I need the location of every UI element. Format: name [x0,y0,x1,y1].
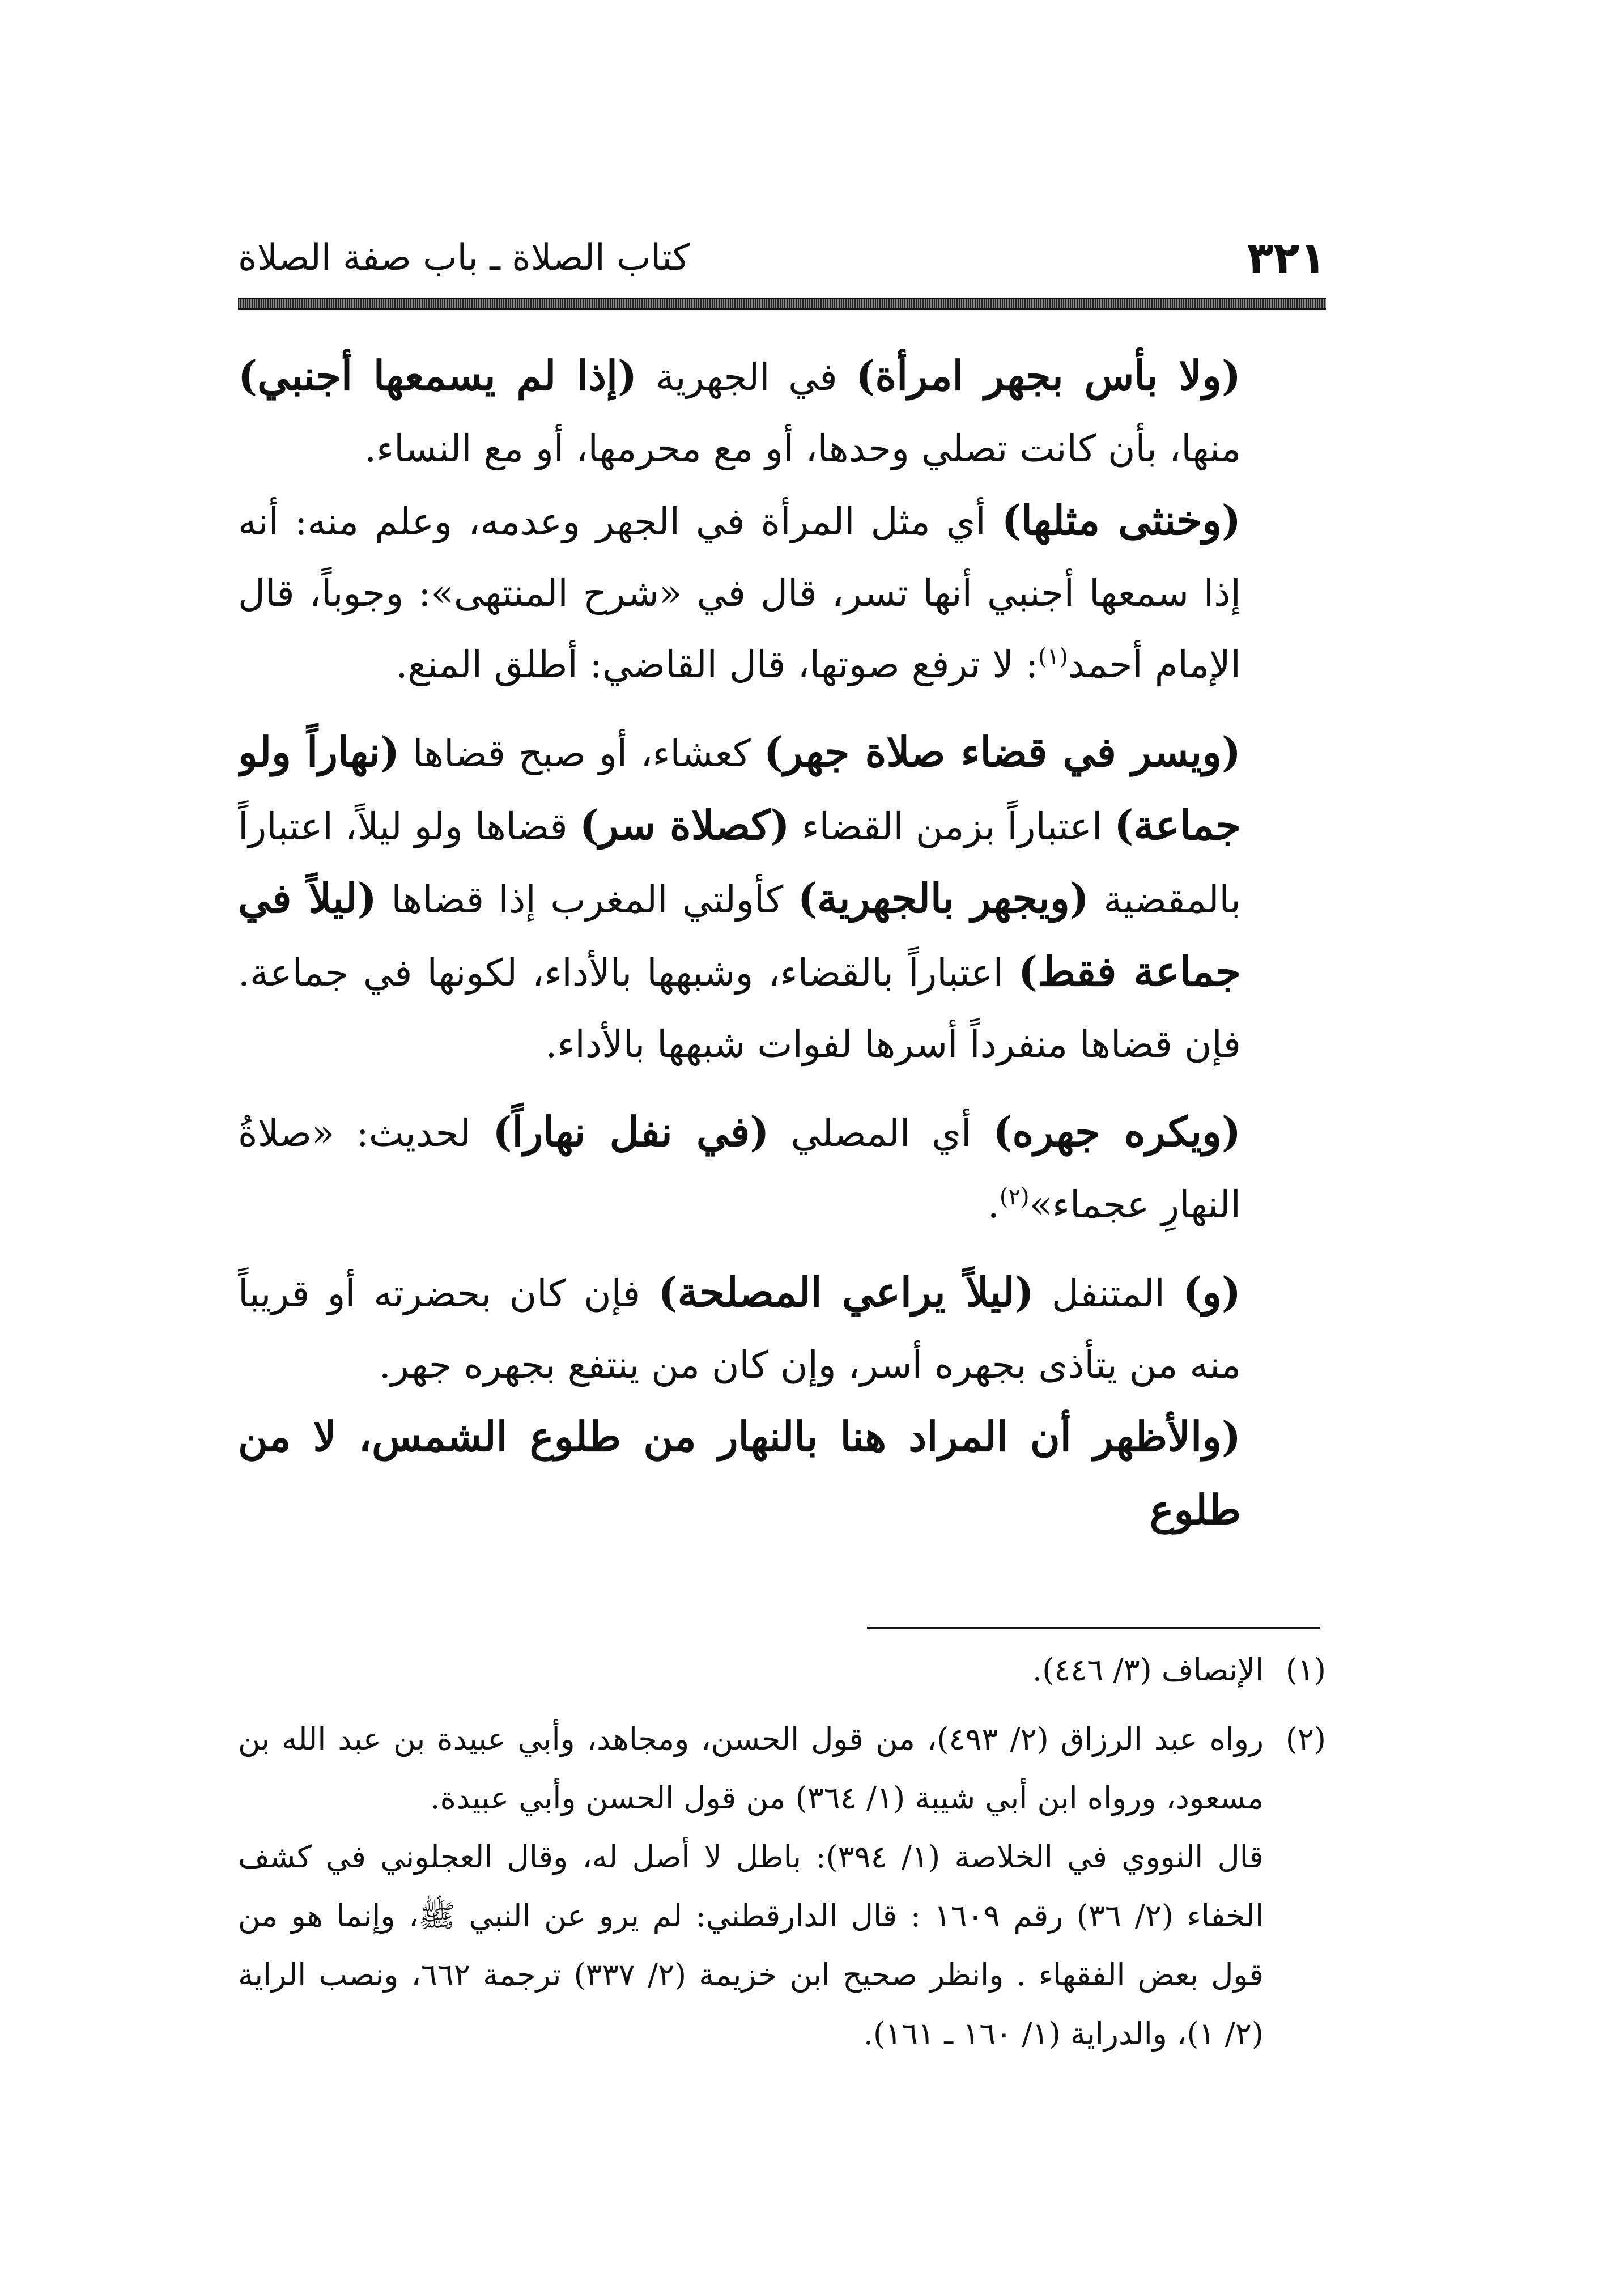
matn-text: (في نفل نهاراً) [492,1107,770,1156]
sharh-text: كأولتي المغرب إذا قضاها [376,878,798,922]
footnote-ref[interactable]: (٢) [999,1184,1030,1210]
sharh-text: . [987,1183,1000,1226]
matn-text: (و) [1183,1268,1241,1316]
paragraph-gap [238,700,1326,716]
matn-text: (إذا لم يسمعها أجنبي) [238,351,637,400]
matn-text: (ليلاً في جماعة فقط) [238,874,1241,995]
sharh-text: في الجهرية [637,355,856,399]
matn-text: (كصلاة سر) [579,801,790,849]
sharh-text: المتنفل [1034,1272,1183,1315]
footnote-line: الإنصاف (٣/ ٤٤٦). [1032,1652,1264,1688]
matn-text: (نهاراً ولو جماعة) [238,728,1241,849]
footnote-gap [238,1700,1326,1710]
footnote-number: (٢) [1285,1721,1326,1757]
sharh-text: : لا ترفع صوتها، قال القاضي: أطلق المنع. [396,643,1039,686]
paragraph-3 [238,716,1326,1080]
footnote-number: (١) [1285,1652,1326,1688]
main-text [238,340,1326,1581]
matn-text: (والأظهر أن المراد هنا بالنهار من طلوع الشمس، لا من طلوع [238,1412,1241,1534]
sharh-text: قضاها ولو ليلاً، اعتباراً بالمقضية [238,805,1242,922]
sharh-text: اعتباراً بزمن القضاء [789,805,1115,848]
paragraph-gap [238,1241,1326,1256]
paragraph-4 [238,1096,1326,1241]
footnote-divider [867,1627,1320,1629]
matn-text: (ولا بأس بجهر امرأة) [856,351,1241,400]
paragraph-5 [238,1256,1326,1401]
footnote-text [238,1710,1264,2063]
header-divider [238,298,1326,310]
matn-text: (ويكره جهره) [993,1107,1241,1156]
sharh-text: اعتباراً بالقضاء، وشبهها بالأداء، لكونها في جماعة. فإن قضاها منفرداً أسرها لفوات شبهها بالأداء. [238,951,1241,1066]
footnote-line: رواه عبد الرزاق (٢/ ٤٩٣)، من قول الحسن، ومجاهد، وأبي عبيدة بن عبد الله بن مسعود، ورواه ابن أبي شيبة (١/ ٣٦٤) من قول الحسن وأبي عبيدة. [238,1721,1264,1816]
sharh-text: كعشاء، أو صبح قضاها [399,732,764,775]
sharh-text: منها، بأن كانت تصلي وحدها، أو مع محرمها، أو مع النساء. [364,427,1241,470]
matn-text: (ليلاً يراعي المصلحة) [658,1268,1034,1316]
footnote-2 [238,1710,1326,2063]
footnote-ref[interactable]: (١) [1038,644,1068,670]
sharh-text: أي المصلي [769,1111,993,1155]
sharh-text: لحديث: «صلاةُ النهارِ عجماء» [238,1111,1241,1226]
sharh-text: أي مثل المرأة في الجهر وعدمه، وعلم منه: أنه إذا سمعها أجنبي أنها تسر، قال في «شرح المنتهى»: وجوباً، قال الإمام أحمد [238,500,1241,686]
running-title: كتاب الصلاة ـ باب صفة الصلاة [238,237,690,279]
paragraph-gap [238,1080,1326,1096]
footnote-text [238,1641,1264,1700]
footnotes [238,1641,1326,2063]
matn-text: (ويجهر بالجهرية) [797,874,1089,922]
page-number: ٣٢١ [1247,232,1326,283]
paragraph-1 [238,340,1326,485]
paragraph-6 [238,1401,1326,1547]
matn-text: (ويسر في قضاء صلاة جهر) [763,728,1241,776]
sharh-text: فإن كان بحضرته أو قريباً منه من يتأذى بجهره أسر، وإن كان من ينتفع بجهره جهر. [238,1272,1241,1387]
footnote-line: قال النووي في الخلاصة (١/ ٣٩٤): باطل لا أصل له، وقال العجلوني في كشف الخفاء (٢/ ٣٦) رقم ١٦٠٩ : قال الدارقطني: لم يرو عن النبي ﷺ، وإنما هو من قول بعض الفقهاء . وانظر صحيح ابن خزيمة (٢/ ٣٣٧) ترجمة ٦٦٢، ونصب الراية (٢/ ١)، والدراية (١/ ١٦٠ ـ ١٦١). [238,1839,1264,2052]
running-header [238,227,1326,289]
paragraph-2 [238,485,1326,700]
footnote-1 [238,1641,1326,1700]
matn-text: (وخنثى مثلها) [1001,496,1242,544]
